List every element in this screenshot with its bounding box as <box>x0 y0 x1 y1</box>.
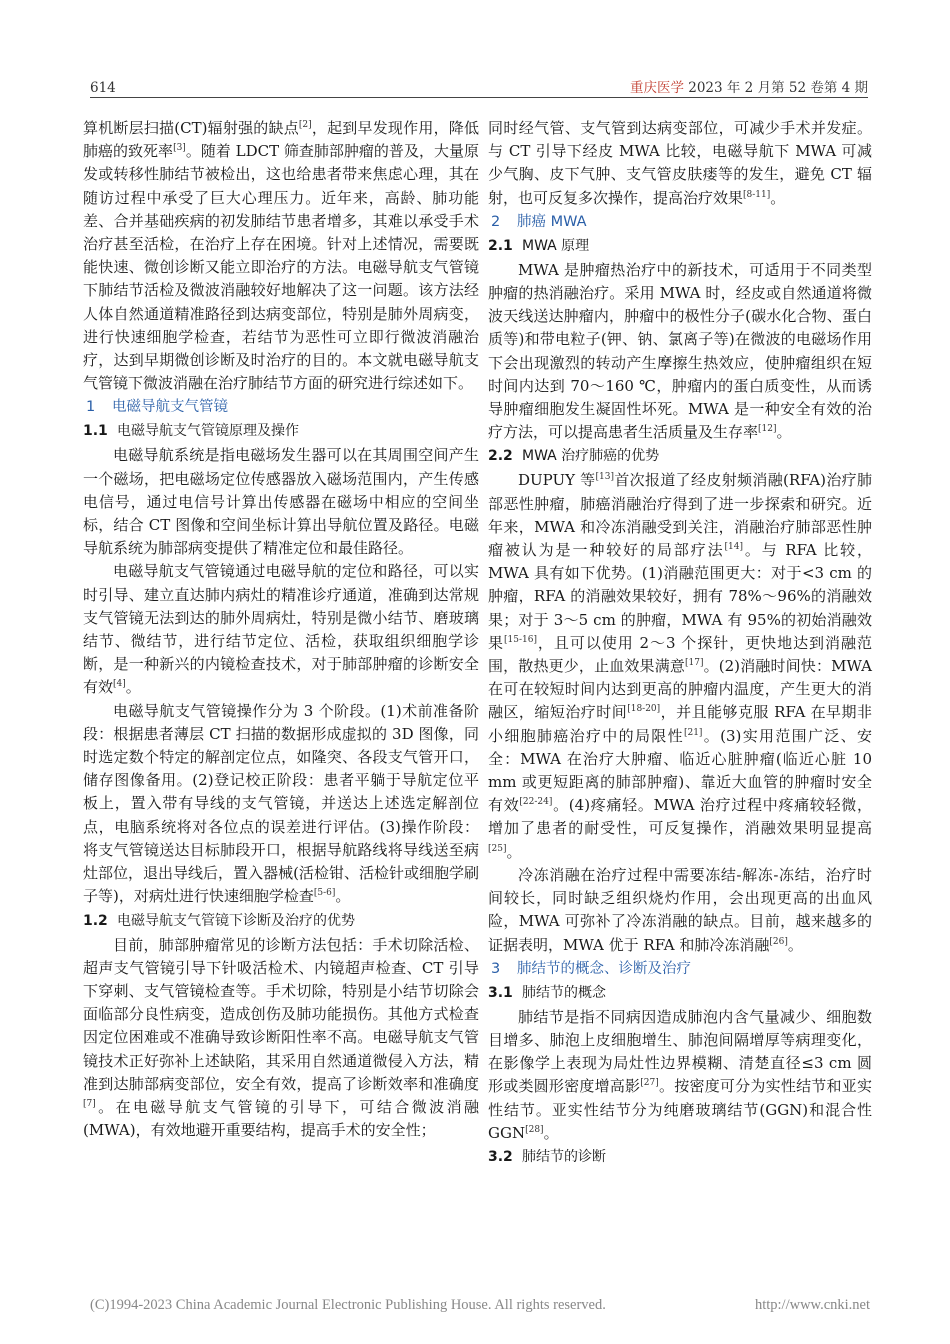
section-heading: 2 肺癌 MWA <box>491 213 587 230</box>
subsection-heading: 1.2 电磁导航支气管镜下诊断及治疗的优势 <box>83 912 355 929</box>
header-rule <box>90 97 868 98</box>
citation[interactable]: [3] <box>173 143 186 154</box>
journal-issue: 2023 年 2 月第 52 卷第 4 期 <box>683 80 868 96</box>
section-heading: 1 电磁导航支气管镜 <box>86 399 228 416</box>
section-heading: 3 肺结节的概念、诊断及治疗 <box>491 960 691 977</box>
citation[interactable]: [26] <box>769 936 788 947</box>
paragraph: 目前，肺部肿瘤常见的诊断方法包括：手术切除活检、超声支气管镜引导下针吸活检术、内镜超声检查、CT 引导下穿刺、支气管镜检查等。手术切除，特别是小结节切除会面临部分良性病变，造成创伤及肺功能损伤。其他方式检查因定位困难或不准确导致诊断阳性率不高。电磁导航支气管镜技术正好弥补上述缺陷，其采用自然通道微侵入方法，精准到达肺部病变部位，安全有效，提高了诊断效率和准确度[7]。在电磁导航支气管镜的引导下，可结合微波消融(MWA)，有效地避开重要结构，提高手术的安全性； <box>83 935 479 1140</box>
paragraph: 同时经气管、支气管到达病变部位，可减少手术并发症。与 CT 引导下经皮 MWA 比较，电磁导航下 MWA 可减少气胸、皮下气肿、支气管皮肤瘘等的发生，避免 CT 辐射，也可反复多次操作，提高治疗效果[8-11]。 <box>488 119 872 207</box>
citation[interactable]: [13] <box>595 472 614 483</box>
citation[interactable]: [21] <box>683 727 703 738</box>
subsection-heading: 3.1 肺结节的概念 <box>488 984 606 1001</box>
subsection-heading: 2.1 MWA 原理 <box>488 237 590 254</box>
paragraph: 电磁导航支气管镜操作分为 3 个阶段。(1)术前准备阶段：根据患者薄层 CT 扫描的数据形成虚拟的 3D 图像，同时选定数个特定的解剖定位点，如隆突、各段支气管开口，储存图像备用。(2)登记校正阶段：患者平躺于导航定位平板上，置入带有导线的支气管镜，并送达上述选定解剖位点，电脑系统将对各位点的误差进行评估。(3)操作阶段：将支气管镜送达目标肺段开口，根据导航路线将导线送至病灶部位，退出导线后，置入器械(活检钳、活检针或细胞学刷子等)，对病灶进行快速细胞学检查[5-6]。 <box>83 701 479 906</box>
citation[interactable]: [4] <box>113 679 126 690</box>
journal-name: 重庆医学 <box>629 80 684 96</box>
citation[interactable]: [15-16] <box>503 634 537 645</box>
paragraph: MWA 是肿瘤热治疗中的新技术，可适用于不同类型肿瘤的热消融治疗。采用 MWA 时，经皮或自然通道将微波天线送达肿瘤内，肿瘤中的极性分子(碳水化合物、蛋白质等)和带电粒子(钾、钠、氯离子等)在微波的电磁场作用下会出现激烈的转动产生摩擦生热效应，使肿瘤组织在短时间内达到 70～160 ℃，肿瘤内的蛋白质变性，从而诱导肿瘤细胞发生凝固性坏死。MWA 是一种安全有效的治疗方法，可以提高患者生活质量及生存率[12]。 <box>488 260 872 442</box>
paragraph: 算机断层扫描(CT)辐射强的缺点[2]，起到早发现作用，降低肺癌的致死率[3]。随着 LDCT 筛查肺部肿瘤的普及，大量原发或转移性肺结节被检出，这也给患者带来焦虑心理，其在随访过程中承受了巨大心理压力。近年来，高龄、肺功能差、合并基础疾病的初发肺结节患者增多，其难以承受手术治疗甚至活检，在治疗上存在困境。针对上述情况，需要既能快速、微创诊断又能立即治疗的方法。电磁导航支气管镜下肺结节活检及微波消融较好地解决了这一问题。该方法经人体自然通道精准路径到达病变部位，特别是肺外周病变，进行快速细胞学检查，若结节为恶性可立即行微波消融治疗，达到早期微创诊断及时治疗的目的。本文就电磁导航支气管镜下微波消融在治疗肺结节方面的研究进行综述如下。 <box>83 119 479 393</box>
citation[interactable]: [12] <box>758 424 777 435</box>
citation[interactable]: [28] <box>525 1124 544 1135</box>
citation[interactable]: [27] <box>640 1078 659 1089</box>
citation[interactable]: [25] <box>488 843 507 854</box>
paragraph: 冷冻消融在治疗过程中需要冻结-解冻-冻结，治疗时间较长，同时缺乏组织烧灼作用，会出现更高的出血风险，MWA 可弥补了冷冻消融的缺点。目前，越来越多的证据表明，MWA 优于 RFA 和肺冷冻消融[26]。 <box>488 865 872 954</box>
citation[interactable]: [22-24] <box>519 797 553 808</box>
right-column <box>488 117 872 1170</box>
footer-url[interactable]: http://www.cnki.net <box>754 1297 870 1313</box>
paragraph: 电磁导航支气管镜通过电磁导航的定位和路径，可以实时引导、建立直达肺内病灶的精准诊疗通道，准确到达常规支气管镜无法到达的肺外周病灶，特别是微小结节、磨玻璃结节、微结节，进行结节定位、活检，获取组织细胞学诊断，是一种新兴的内镜检查技术，对于肺部肿瘤的诊断安全有效[4]。 <box>83 562 479 697</box>
citation[interactable]: [18-20] <box>627 704 661 715</box>
citation[interactable]: [5-6] <box>313 888 336 899</box>
citation[interactable]: [8-11] <box>743 189 771 200</box>
subsection-heading: 3.2 肺结节的诊断 <box>488 1148 606 1165</box>
subsection-heading: 1.1 电磁导航支气管镜原理及操作 <box>83 423 299 440</box>
subsection-heading: 2.2 MWA 治疗肺癌的优势 <box>488 448 660 465</box>
citation[interactable]: [2] <box>298 120 312 130</box>
journal-info <box>630 76 868 96</box>
copyright-notice: (C)1994-2023 China Academic Journal Electronic Publishing House. All rights reserved. <box>90 1297 606 1313</box>
citation[interactable]: [14] <box>724 542 743 553</box>
paragraph: 肺结节是指不同病因造成肺泡内含气量减少、细胞数目增多、肺泡上皮细胞增生、肺泡间隔增厚等病理变化，在影像学上表现为局灶性边界模糊、清楚直径≤3 cm 圆形或类圆形密度增高影[27]。按密度可分为实性结节和亚实性结节。亚实性结节分为纯磨玻璃结节(GGN)和混合性 GGN[28]。 <box>488 1007 872 1142</box>
paragraph: DUPUY 等[13]首次报道了经皮射频消融(RFA)治疗肺部恶性肿瘤，肺癌消融治疗得到了进一步探索和研究。近年来，MWA 和冷冻消融受到关注，消融治疗肺部恶性肿瘤被认为是一种较好的局部疗法[14]。与 RFA 比较，MWA 具有如下优势。(1)消融范围更大：对于<3 cm 的肿瘤，RFA 的消融效果较好，拥有 78%～96%的消融效果；对于 3～5 cm 的肿瘤，MWA 有 95%的初始消融效果[15-16]，且可以使用 2～3 个探针，更快地达到消融范围，散热更少，止血效果满意[17]。(2)消融时间快：MWA 在可在较短时间内达到更高的肿瘤内温度，产生更大的消融区，缩短治疗时间[18-20]，并且能够克服 RFA 在早期非小细胞肺癌治疗中的局限性[21]。(3)实用范围广泛、安全：MWA 在治疗大肿瘤、临近心脏肿瘤(临近心脏 10 mm 或更短距离的肺部肿瘤)、靠近大血管的肿瘤时安全有效[22-24]。(4)疼痛轻。MWA 治疗过程中疼痛较轻微，增加了患者的耐受性，可反复操作，消融效果明显提高[25]。 <box>488 471 873 861</box>
paragraph: 电磁导航系统是指电磁场发生器可以在其周围空间产生一个磁场，把电磁场定位传感器放入磁场范围内，产生传感电信号，通过电信号计算出传感器在磁场中相应的空间坐标，结合 CT 图像和空间坐标计算出导航位置及路径。电磁导航系统为肺部病变提供了精准定位和最佳路径。 <box>83 446 479 558</box>
page-number: 614 <box>90 80 116 96</box>
citation[interactable]: [17] <box>685 658 704 669</box>
page-footer <box>90 1297 870 1314</box>
citation[interactable]: [7] <box>83 1098 96 1109</box>
page-header <box>90 74 868 96</box>
left-column <box>83 117 479 1142</box>
